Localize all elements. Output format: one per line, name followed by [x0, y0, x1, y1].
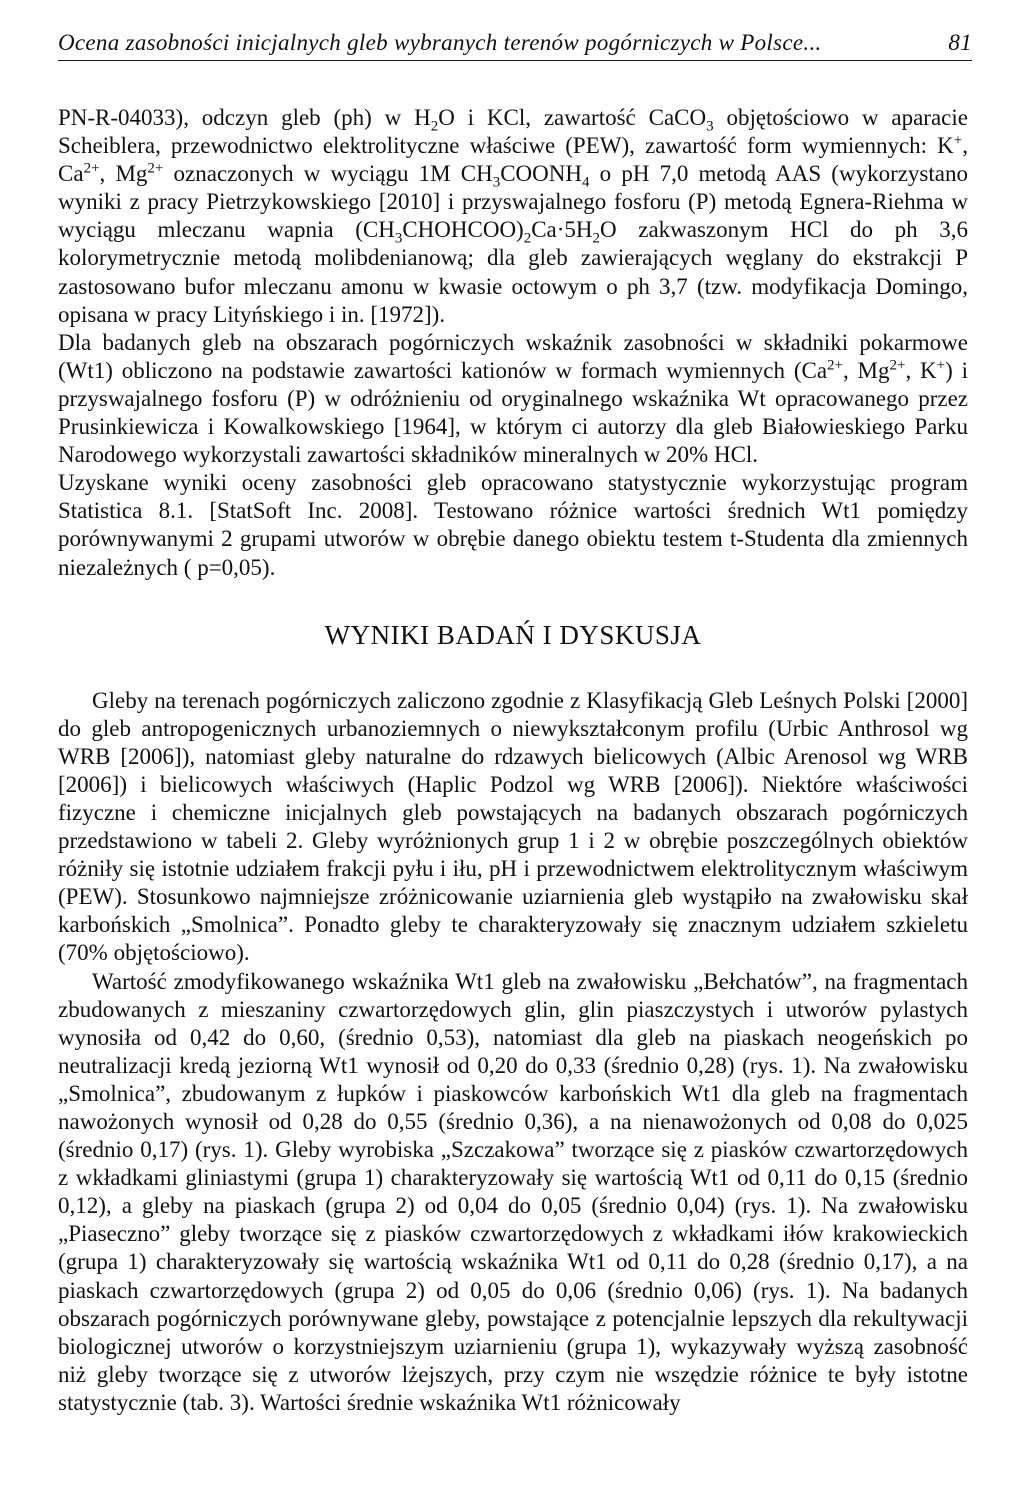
section-heading: WYNIKI BADAŃ I DYSKUSJA: [324, 619, 702, 650]
paragraph-methods: PN-R-04033), odczyn gleb (ph) w $H_2O$ i KCl, zawartość CaCO$_3$ objętościowo w aparacie Scheiblera, przewodnictwo elektrolityczne właściwe (PEW), zawartość form wymiennych: K+, $Ca^{2+}$, $Mg^{2+}$ oznaczonych w wyciągu 1M $CH_3COONH_4$ o pH 7,0 metodą AAS (wykorzystano wyniki z pracy Pietrzykowskiego [2010] i przyswajalnego fosforu (P) metodą Egnera-Riehma w wyciągu mleczanu wapnia $(CH_3CHOHCOO)_2Ca\cdot 5H_2O$ zakwaszonym HCl do ph 3,6 kolorymetrycznie metodą molibdenianową; dla gleb zawierających węglany do ekstrakcji P zastosowano bufor mleczanu amonu w kwasie octowym o ph 3,7 (tzw. modyfikacja Domingo, opisana w pracy Lityńskiego i in. [1972]).: [58, 105, 968, 327]
running-title: Ocena zasobności inicjalnych gleb wybranych terenów pogórniczych w Polsce...: [58, 30, 822, 55]
paragraph-results: Wartość zmodyfikowanego wskaźnika Wt1 gleb na zwałowisku „Bełchatów”, na fragmentach zbudowanych z mieszaniny czwartorzędowych glin, glin piaszczystych i utworów pylastych wynosiła od 0,42 do 0,60, (średnio 0,53), natomiast dla gleb na piaskach neogeńskich po neutralizacji kredą jeziorną Wt1 wynosił od 0,20 do 0,33 (średnio 0,28) (rys. 1). Na zwałowisku „Smolnica”, zbudowanym z łupków i piaskowców karbońskich Wt1 dla gleb na fragmentach nawożonych wynosił od 0,28 do 0,55 (średnio 0,36), a na nienawożonych od 0,08 do 0,025 (średnio 0,17) (rys. 1). Gleby wyrobiska „Szczakowa” tworzące się z piasków czwartorzędowych z wkładkami gliniastymi (grupa 1) charakteryzowały się wartością Wt1 od 0,11 do 0,15 (średnio 0,12), a gleby na piaskach (grupa 2) od 0,04 do 0,05 (średnio 0,04) (rys. 1). Na zwałowisku „Piaseczno” gleby tworzące się z piasków czwartorzędowych z wkładkami iłów krakowieckich (grupa 1) charakteryzowały się wartością wskaźnika Wt1 od 0,11 do 0,28 (średnio 0,17), a na piaskach czwartorzędowych (grupa 2) od 0,05 do 0,06 (średnio 0,06) (rys. 1). Na badanych obszarach pogórniczych porównywane gleby, powstające z potencjalnie lepszych dla rekultywacji biologicznej utworów o korzystniejszym uziarnieniu (grupa 1), wykazywały wyższą zasobność niż gleby tworzące się z utworów lżejszych, przy czym nie wszędzie różnice te były istotne statystycznie (tab. 3). Wartości średnie wskaźnika Wt1 różnicowały: [58, 968, 968, 1415]
paragraph-soils: Gleby na terenach pogórniczych zaliczono zgodnie z Klasyfikacją Gleb Leśnych Polski [2000] do gleb antropogenicznych urbanoziemnych o niewykształconym profilu (Urbic Anthrosol wg WRB [2006]), natomiast gleby naturalne do rdzawych bielicowych (Albic Arenosol wg WRB [2006]) i bielicowych właściwych (Haplic Podzol wg WRB [2006]). Niektóre właściwości fizyczne i chemiczne inicjalnych gleb powstających na badanych obszarach pogórniczych przedstawiono w tabeli 2. Gleby wyróżnionych grup 1 i 2 w obrębie poszczególnych obiektów różniły się istotnie udziałem frakcji pyłu i iłu, pH i przewodnictwem elektrolitycznym właściwym (PEW). Stosunkowo najmniejsze zróżnicowanie uziarnienia gleb wystąpiło na zwałowisku skał karbońskich „Smolnica”. Ponadto gleby te charakteryzowały się znacznym udziałem szkieletu (70% objętościowo).: [58, 687, 968, 966]
running-header: [58, 30, 972, 61]
paragraph-statistics: Uzyskane wyniki oceny zasobności gleb opracowano statystycznie wykorzystując program Statistica 8.1. [StatSoft Inc. 2008]. Testowano różnice wartości średnich Wt1 pomiędzy porównywanymi 2 grupami utworów w obrębie danego obiektu testem t-Studenta dla zmiennych niezależnych ( p=0,05).: [58, 470, 968, 580]
paragraph-index-wt1: Dla badanych gleb na obszarach pogórniczych wskaźnik zasobności w składniki pokarmowe (Wt1) obliczono na podstawie zawartości kationów w formach wymiennych ($Ca^{2+}$, $Mg^{2+}$, K+) i przyswajalnego fosforu (P) w odróżnieniu od oryginalnego wskaźnika Wt opracowanego przez Prusinkiewicza i Kowalkowskiego [1964], w którym ci autorzy dla gleb Białowieskiego Parku Narodowego wykorzystali zawartości składników mineralnych w 20% HCl.: [58, 329, 968, 468]
body-text: [58, 104, 968, 1417]
page-number: 81: [948, 30, 972, 55]
